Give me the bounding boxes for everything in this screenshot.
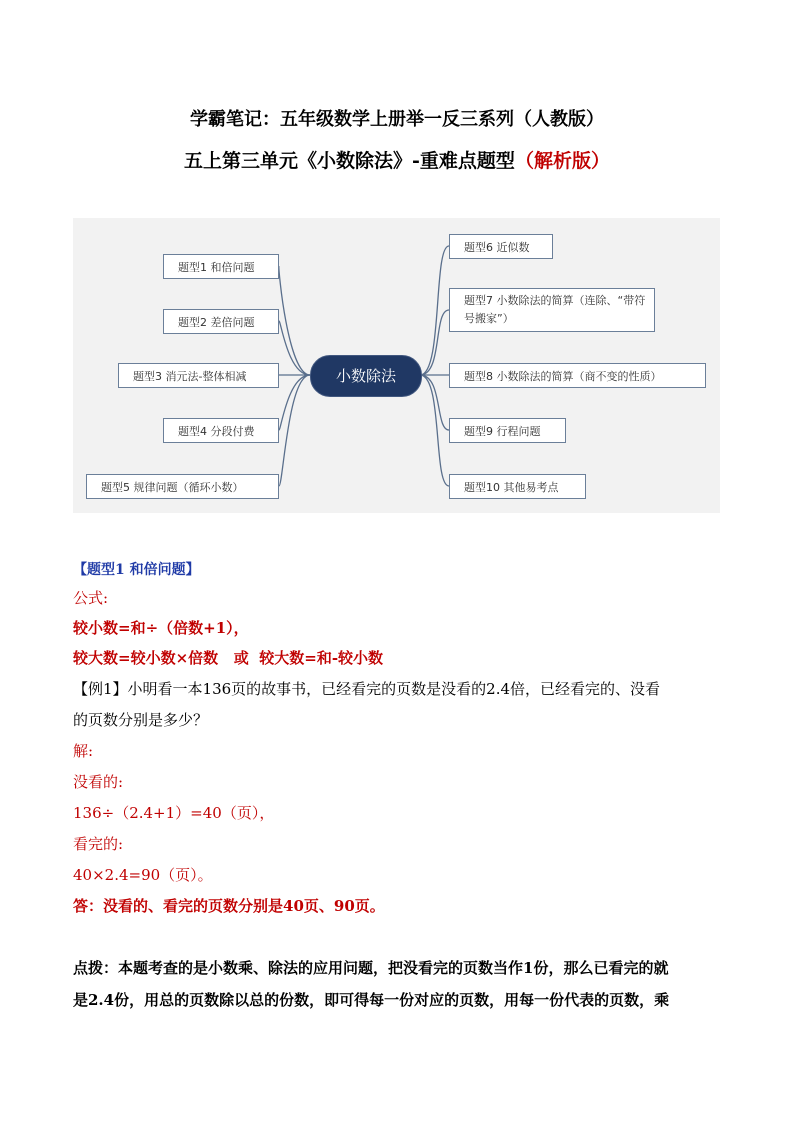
connector-left-4 [279, 375, 310, 430]
document-title: 学霸笔记：五年级数学上册举一反三系列（人教版） [190, 109, 604, 130]
answer: 答：没看的、看完的页数分别是40页、90页。 [73, 897, 385, 915]
subtitle-tag: （解析版） [514, 150, 610, 172]
document-subtitle [0, 146, 794, 173]
section-heading: 【题型1 和倍问题】 [73, 562, 200, 578]
tip-line-2: 是2.4份，用总的页数除以总的份数，即可得每一份对应的页数，用每一份代表的页数，乘 [73, 991, 670, 1009]
mind-map [73, 218, 720, 513]
tip-line-1: 点拨：本题考查的是小数乘、除法的应用问题，把没看完的页数当作1份，那么已看完的就 [73, 959, 669, 977]
solution-label: 解: [73, 742, 94, 760]
step1-label: 没看的: [73, 773, 124, 791]
step1-calc: 136÷（2.4+1）=40（页）， [73, 804, 275, 822]
connector-left-1 [279, 266, 310, 375]
step2-label: 看完的: [73, 835, 124, 853]
node-type-8: 题型8 小数除法的简算（商不变的性质） [449, 363, 706, 388]
formula-1: 较小数=和÷（倍数+1）， [73, 619, 249, 637]
example-line-2: 的页数分别是多少？ [73, 711, 209, 729]
node-type-4: 题型4 分段付费 [163, 418, 279, 443]
connector-left-5 [279, 375, 310, 486]
node-type-1: 题型1 和倍问题 [163, 254, 279, 279]
connector-left-2 [279, 321, 310, 375]
example-line-1: 【例1】小明看一本136页的故事书，已经看完的页数是没看的2.4倍，已经看完的、没看 [73, 680, 661, 698]
node-type-10: 题型10 其他易考点 [449, 474, 586, 499]
node-type-9: 题型9 行程问题 [449, 418, 566, 443]
node-type-5: 题型5 规律问题（循环小数） [86, 474, 279, 499]
node-type-3: 题型3 消元法-整体相减 [118, 363, 279, 388]
node-type-7: 题型7 小数除法的简算（连除、“带符号搬家”） [449, 288, 655, 332]
subtitle-main: 五上第三单元《小数除法》-重难点题型 [184, 150, 515, 172]
node-type-2: 题型2 差倍问题 [163, 309, 279, 334]
mind-map-center: 小数除法 [310, 355, 422, 397]
node-type-6: 题型6 近似数 [449, 234, 553, 259]
step2-calc: 40×2.4=90（页）。 [73, 866, 213, 884]
formula-label: 公式: [73, 589, 109, 607]
formula-2: 较大数=较小数×倍数 或 较大数=和-较小数 [73, 649, 384, 667]
connector-right-10 [420, 375, 449, 486]
